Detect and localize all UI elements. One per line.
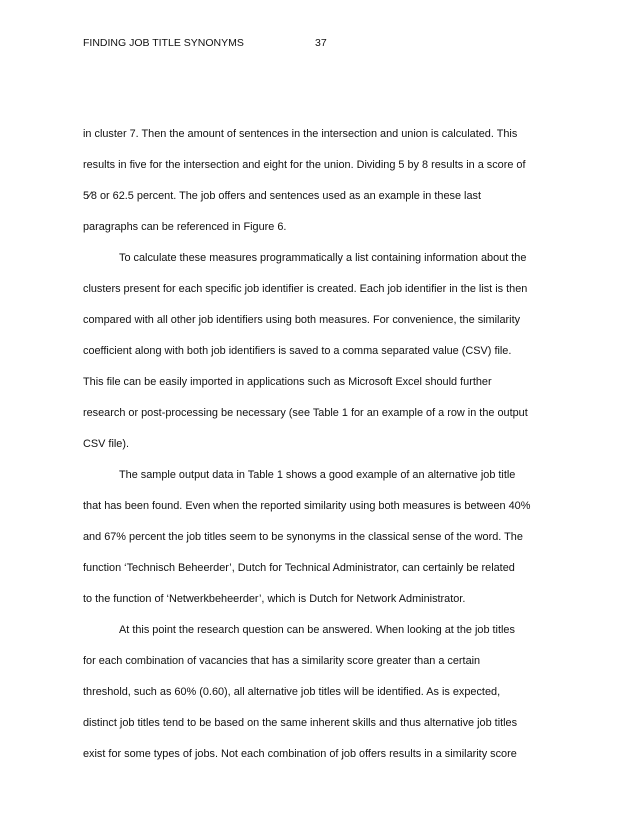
paragraph-first-line: To calculate these measures programmatically a list containing information about the — [119, 252, 527, 264]
running-head: FINDING JOB TITLE SYNONYMS — [83, 37, 244, 49]
text-line: to the function of ‘Netwerkbeheerder’, which is Dutch for Network Administrator. — [83, 593, 466, 605]
text-line: coefficient along with both job identifiers is saved to a comma separated value (CSV) file. — [83, 345, 512, 357]
text-line: This file can be easily imported in applications such as Microsoft Excel should further — [83, 376, 492, 388]
body-text — [83, 124, 557, 775]
text-line: for each combination of vacancies that has a similarity score greater than a certain — [83, 655, 481, 667]
text-line: CSV file). — [83, 438, 129, 450]
text-line: distinct job titles tend to be based on the same inherent skills and thus alternative job titles — [83, 717, 518, 729]
text-line: research or post-processing be necessary (see Table 1 for an example of a row in the output — [83, 407, 528, 419]
text-line: and 67% percent the job titles seem to be synonyms in the classical sense of the word. The — [83, 531, 523, 543]
text-line: compared with all other job identifiers using both measures. For convenience, the similarity — [83, 314, 521, 326]
text-line: paragraphs can be referenced in Figure 6. — [83, 221, 287, 233]
text-line: exist for some types of jobs. Not each combination of job offers results in a similarity score — [83, 748, 517, 760]
page-number: 37 — [315, 37, 327, 49]
text-line: function ‘Technisch Beheerder’, Dutch for Technical Administrator, can certainly be related — [83, 562, 515, 574]
text-line: results in five for the intersection and eight for the union. Dividing 5 by 8 results in a score of — [83, 159, 526, 171]
paragraph-first-line: The sample output data in Table 1 shows a good example of an alternative job title — [119, 469, 516, 481]
page-header — [83, 37, 327, 49]
text-line: that has been found. Even when the reported similarity using both measures is between 40% — [83, 500, 531, 512]
text-line: clusters present for each specific job identifier is created. Each job identifier in the list is then — [83, 283, 528, 295]
text-line: 5⁄8 or 62.5 percent. The job offers and sentences used as an example in these last — [83, 190, 481, 202]
paragraph-first-line: At this point the research question can be answered. When looking at the job titles — [119, 624, 515, 636]
text-line: threshold, such as 60% (0.60), all alternative job titles will be identified. As is expected, — [83, 686, 501, 698]
text-line: in cluster 7. Then the amount of sentences in the intersection and union is calculated. This — [83, 128, 518, 140]
